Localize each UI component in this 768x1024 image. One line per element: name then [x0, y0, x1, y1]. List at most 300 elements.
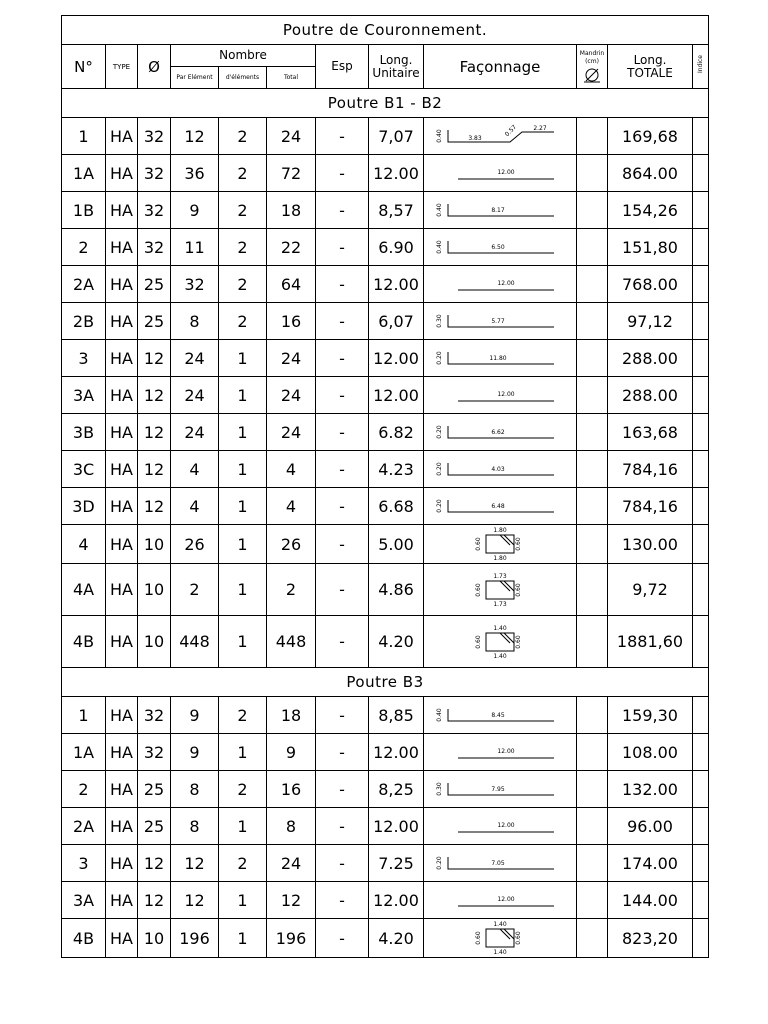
- shape-main-length: 12.00: [497, 748, 515, 755]
- unit-length: 12.00: [369, 882, 424, 919]
- faconnage-hook-shape: [430, 196, 570, 224]
- count-per-element: 9: [171, 697, 219, 734]
- table-row: [62, 414, 709, 451]
- bar-type: HA: [106, 525, 138, 564]
- total-count: 18: [267, 192, 316, 229]
- mandrin-cell: [577, 488, 608, 525]
- total-count: 16: [267, 771, 316, 808]
- mandrin-cell: [577, 155, 608, 192]
- element-count: 2: [219, 303, 267, 340]
- count-per-element: 24: [171, 377, 219, 414]
- mandrin-cell: [577, 303, 608, 340]
- faconnage-cell: [424, 451, 577, 488]
- total-count: 72: [267, 155, 316, 192]
- shape-left-side-length: 0.60: [475, 931, 482, 945]
- element-count: 1: [219, 525, 267, 564]
- faconnage-cell: [424, 525, 577, 564]
- unit-length: 6.82: [369, 414, 424, 451]
- table-row: [62, 303, 709, 340]
- faconnage-stirrup-shape: [430, 571, 570, 609]
- rebar-schedule-table: [61, 15, 709, 958]
- total-count: 64: [267, 266, 316, 303]
- header-long-totale: [608, 45, 693, 89]
- total-length: 163,68: [608, 414, 693, 451]
- element-count: 2: [219, 845, 267, 882]
- spacing: -: [316, 266, 369, 303]
- header-type: TYPE: [106, 45, 138, 89]
- shape-top-length: 1.73: [493, 572, 507, 580]
- spacing: -: [316, 488, 369, 525]
- mandrin-cell: [577, 697, 608, 734]
- total-count: 24: [267, 118, 316, 155]
- total-length: 151,80: [608, 229, 693, 266]
- bar-number: 2B: [62, 303, 106, 340]
- faconnage-cell: [424, 340, 577, 377]
- mandrin-cell: [577, 266, 608, 303]
- bar-diameter: 32: [138, 192, 171, 229]
- shape-top-length: 1.40: [493, 921, 507, 928]
- shape-hook-length: 0.20: [436, 462, 443, 476]
- shape-main-length: 12.00: [497, 169, 515, 176]
- total-length: 823,20: [608, 919, 693, 958]
- spacing: -: [316, 845, 369, 882]
- bar-number: 4A: [62, 564, 106, 616]
- faconnage-straight-shape: [430, 159, 570, 187]
- spacing: -: [316, 340, 369, 377]
- total-length: 288.00: [608, 377, 693, 414]
- indice-cell: [693, 771, 709, 808]
- total-length: 144.00: [608, 882, 693, 919]
- total-count: 196: [267, 919, 316, 958]
- faconnage-cell: [424, 266, 577, 303]
- bar-number: 3: [62, 845, 106, 882]
- table-row: [62, 525, 709, 564]
- shape-diag-length: 0.57: [503, 123, 519, 139]
- faconnage-stirrup-shape: [430, 919, 570, 957]
- header-mandrin-line1: Mandrin: [579, 50, 605, 57]
- indice-cell: [693, 340, 709, 377]
- indice-cell: [693, 734, 709, 771]
- total-count: 448: [267, 616, 316, 668]
- count-per-element: 8: [171, 771, 219, 808]
- unit-length: 8,57: [369, 192, 424, 229]
- total-count: 12: [267, 882, 316, 919]
- bar-number: 3D: [62, 488, 106, 525]
- spacing: -: [316, 118, 369, 155]
- count-per-element: 26: [171, 525, 219, 564]
- schedule-title: Poutre de Couronnement.: [62, 16, 709, 45]
- bar-diameter: 32: [138, 229, 171, 266]
- header-long-totale-line2: TOTALE: [627, 65, 673, 80]
- table-row: [62, 845, 709, 882]
- total-count: 24: [267, 414, 316, 451]
- unit-length: 7,07: [369, 118, 424, 155]
- total-length: 784,16: [608, 451, 693, 488]
- total-count: 16: [267, 303, 316, 340]
- shape-hook-length: 0.40: [436, 708, 443, 722]
- bar-type: HA: [106, 919, 138, 958]
- mandrin-cell: [577, 118, 608, 155]
- bar-type: HA: [106, 808, 138, 845]
- rebar-schedule-sheet: [61, 15, 708, 958]
- mandrin-cell: [577, 525, 608, 564]
- bar-diameter: 12: [138, 451, 171, 488]
- spacing: -: [316, 192, 369, 229]
- mandrin-cell: [577, 882, 608, 919]
- shape-top-length: 1.40: [493, 624, 507, 632]
- shape-right-length: 2.27: [533, 125, 547, 132]
- total-length: 97,12: [608, 303, 693, 340]
- mandrin-cell: [577, 919, 608, 958]
- faconnage-cell: [424, 564, 577, 616]
- header-long-unitaire: [369, 45, 424, 89]
- shape-hook-length: 0.30: [436, 782, 443, 796]
- shape-main-length: 8.17: [491, 207, 505, 214]
- shape-hook-length: 0.20: [436, 499, 443, 513]
- table-row: [62, 771, 709, 808]
- stirrup-outline: [486, 535, 514, 553]
- indice-cell: [693, 155, 709, 192]
- bar-diameter: 12: [138, 845, 171, 882]
- faconnage-straight-shape: [430, 812, 570, 840]
- indice-cell: [693, 919, 709, 958]
- indice-cell: [693, 882, 709, 919]
- table-row: [62, 564, 709, 616]
- shape-right-side-length: 0.60: [515, 931, 522, 945]
- unit-length: 12.00: [369, 266, 424, 303]
- faconnage-hook-shape: [430, 233, 570, 261]
- spacing: -: [316, 229, 369, 266]
- element-count: 1: [219, 414, 267, 451]
- bar-number: 2A: [62, 266, 106, 303]
- total-length: 784,16: [608, 488, 693, 525]
- bar-number: 2: [62, 771, 106, 808]
- total-count: 4: [267, 451, 316, 488]
- element-count: 1: [219, 377, 267, 414]
- diameter-icon: [582, 67, 602, 83]
- mandrin-cell: [577, 377, 608, 414]
- count-per-element: 32: [171, 266, 219, 303]
- spacing: -: [316, 771, 369, 808]
- faconnage-hook-shape: [430, 418, 570, 446]
- header-long-totale-line1: Long.: [633, 52, 667, 67]
- bar-type: HA: [106, 771, 138, 808]
- indice-cell: [693, 377, 709, 414]
- bar-diameter: 12: [138, 488, 171, 525]
- bar-type: HA: [106, 845, 138, 882]
- bar-diameter: 32: [138, 734, 171, 771]
- faconnage-bent-shape: [430, 122, 570, 150]
- bar-diameter: 10: [138, 564, 171, 616]
- table-row: [62, 377, 709, 414]
- indice-cell: [693, 303, 709, 340]
- bar-number: 1B: [62, 192, 106, 229]
- shape-right-side-length: 0.60: [515, 634, 522, 649]
- shape-left-side-length: 0.60: [475, 634, 482, 649]
- faconnage-cell: [424, 616, 577, 668]
- shape-right-side-length: 0.60: [515, 537, 522, 551]
- total-count: 26: [267, 525, 316, 564]
- total-count: 2: [267, 564, 316, 616]
- indice-cell: [693, 451, 709, 488]
- element-count: 1: [219, 616, 267, 668]
- spacing: -: [316, 616, 369, 668]
- bar-type: HA: [106, 697, 138, 734]
- total-length: 864.00: [608, 155, 693, 192]
- element-count: 1: [219, 734, 267, 771]
- count-per-element: 9: [171, 192, 219, 229]
- table-row: [62, 266, 709, 303]
- indice-cell: [693, 564, 709, 616]
- element-count: 1: [219, 919, 267, 958]
- header-nombre: Nombre: [171, 45, 316, 67]
- shape-bottom-length: 1.40: [493, 949, 507, 956]
- faconnage-hook-shape: [430, 701, 570, 729]
- unit-length: 12.00: [369, 734, 424, 771]
- spacing: -: [316, 882, 369, 919]
- spacing: -: [316, 525, 369, 564]
- bar-type: HA: [106, 118, 138, 155]
- indice-cell: [693, 118, 709, 155]
- bar-diameter: 12: [138, 882, 171, 919]
- element-count: 2: [219, 192, 267, 229]
- total-count: 24: [267, 845, 316, 882]
- total-length: 130.00: [608, 525, 693, 564]
- mandrin-cell: [577, 845, 608, 882]
- bar-number: 3A: [62, 882, 106, 919]
- header-faconnage: Façonnage: [424, 45, 577, 89]
- count-per-element: 24: [171, 340, 219, 377]
- count-per-element: 12: [171, 118, 219, 155]
- indice-cell: [693, 266, 709, 303]
- bar-number: 4B: [62, 919, 106, 958]
- header-mandrin-line2: (cm): [585, 58, 599, 65]
- stirrup-outline: [486, 581, 514, 599]
- bar-number: 3: [62, 340, 106, 377]
- count-per-element: 24: [171, 414, 219, 451]
- element-count: 1: [219, 882, 267, 919]
- bar-diameter: 25: [138, 303, 171, 340]
- count-per-element: 8: [171, 808, 219, 845]
- unit-length: 8,85: [369, 697, 424, 734]
- element-count: 1: [219, 340, 267, 377]
- shape-top-length: 1.80: [493, 527, 507, 534]
- faconnage-stirrup-shape: [430, 623, 570, 661]
- count-per-element: 8: [171, 303, 219, 340]
- bar-number: 1: [62, 118, 106, 155]
- faconnage-hook-shape: [430, 849, 570, 877]
- element-count: 1: [219, 488, 267, 525]
- faconnage-hook-shape: [430, 455, 570, 483]
- table-row: [62, 451, 709, 488]
- element-count: 2: [219, 229, 267, 266]
- section-title: Poutre B1 - B2: [62, 89, 709, 118]
- faconnage-cell: [424, 771, 577, 808]
- faconnage-cell: [424, 882, 577, 919]
- indice-cell: [693, 697, 709, 734]
- header-long-unitaire-line1: Long.: [379, 52, 413, 67]
- bar-number: 2A: [62, 808, 106, 845]
- count-per-element: 196: [171, 919, 219, 958]
- spacing: -: [316, 697, 369, 734]
- table-row: [62, 734, 709, 771]
- bar-number: 1A: [62, 155, 106, 192]
- bar-type: HA: [106, 377, 138, 414]
- shape-right-side-length: 0.60: [515, 582, 522, 597]
- count-per-element: 2: [171, 564, 219, 616]
- table-row: [62, 919, 709, 958]
- indice-cell: [693, 616, 709, 668]
- shape-main-length: 6.48: [491, 503, 505, 510]
- faconnage-cell: [424, 808, 577, 845]
- total-length: 288.00: [608, 340, 693, 377]
- mandrin-cell: [577, 734, 608, 771]
- faconnage-cell: [424, 414, 577, 451]
- bar-diameter: 10: [138, 616, 171, 668]
- faconnage-stirrup-shape: [430, 525, 570, 563]
- total-count: 24: [267, 377, 316, 414]
- bar-diameter: 32: [138, 118, 171, 155]
- count-per-element: 36: [171, 155, 219, 192]
- faconnage-hook-shape: [430, 307, 570, 335]
- bar-diameter: 12: [138, 377, 171, 414]
- shape-hook-length: 0.20: [436, 425, 443, 439]
- shape-left-side-length: 0.60: [475, 582, 482, 597]
- bar-type: HA: [106, 155, 138, 192]
- stirrup-outline: [486, 929, 514, 947]
- indice-cell: [693, 414, 709, 451]
- bar-diameter: 25: [138, 808, 171, 845]
- indice-cell: [693, 192, 709, 229]
- total-length: 174.00: [608, 845, 693, 882]
- indice-cell: [693, 845, 709, 882]
- table-row: [62, 229, 709, 266]
- indice-cell: [693, 229, 709, 266]
- spacing: -: [316, 734, 369, 771]
- bar-number: 1A: [62, 734, 106, 771]
- faconnage-hook-shape: [430, 775, 570, 803]
- header-diameter: Ø: [138, 45, 171, 89]
- faconnage-cell: [424, 155, 577, 192]
- element-count: 2: [219, 697, 267, 734]
- faconnage-cell: [424, 118, 577, 155]
- unit-length: 12.00: [369, 377, 424, 414]
- mandrin-cell: [577, 229, 608, 266]
- bar-type: HA: [106, 266, 138, 303]
- total-length: 9,72: [608, 564, 693, 616]
- stirrup-outline: [486, 633, 514, 651]
- bar-type: HA: [106, 340, 138, 377]
- bar-diameter: 25: [138, 266, 171, 303]
- element-count: 1: [219, 564, 267, 616]
- header-row-1: [62, 45, 709, 67]
- element-count: 2: [219, 118, 267, 155]
- bar-diameter: 10: [138, 525, 171, 564]
- bar-diameter: 10: [138, 919, 171, 958]
- bar-number: 3B: [62, 414, 106, 451]
- table-row: [62, 340, 709, 377]
- table-row: [62, 882, 709, 919]
- shape-main-length: 5.77: [491, 318, 505, 325]
- shape-hook-length: 0.20: [436, 351, 443, 365]
- total-length: 169,68: [608, 118, 693, 155]
- bar-number: 4: [62, 525, 106, 564]
- table-row: [62, 808, 709, 845]
- spacing: -: [316, 303, 369, 340]
- faconnage-straight-shape: [430, 886, 570, 914]
- table-row: [62, 118, 709, 155]
- faconnage-cell: [424, 192, 577, 229]
- unit-length: 4.86: [369, 564, 424, 616]
- count-per-element: 9: [171, 734, 219, 771]
- total-length: 154,26: [608, 192, 693, 229]
- count-per-element: 12: [171, 845, 219, 882]
- shape-main-length: 12.00: [497, 391, 515, 398]
- shape-hook-length: 0.40: [436, 129, 443, 143]
- total-length: 1881,60: [608, 616, 693, 668]
- total-length: 159,30: [608, 697, 693, 734]
- unit-length: 4.20: [369, 616, 424, 668]
- shape-hook-length: 0.30: [436, 314, 443, 328]
- table-row: [62, 488, 709, 525]
- shape-bottom-length: 1.73: [493, 600, 507, 608]
- spacing: -: [316, 377, 369, 414]
- bar-type: HA: [106, 882, 138, 919]
- bar-diameter: 32: [138, 155, 171, 192]
- total-count: 4: [267, 488, 316, 525]
- unit-length: 4.20: [369, 919, 424, 958]
- mandrin-cell: [577, 414, 608, 451]
- faconnage-cell: [424, 697, 577, 734]
- shape-main-length: 6.62: [491, 429, 505, 436]
- faconnage-cell: [424, 303, 577, 340]
- total-count: 8: [267, 808, 316, 845]
- faconnage-hook-shape: [430, 344, 570, 372]
- count-per-element: 12: [171, 882, 219, 919]
- mandrin-cell: [577, 616, 608, 668]
- header-num: N°: [62, 45, 106, 89]
- spacing: -: [316, 155, 369, 192]
- spacing: -: [316, 808, 369, 845]
- unit-length: 7.25: [369, 845, 424, 882]
- mandrin-cell: [577, 808, 608, 845]
- count-per-element: 11: [171, 229, 219, 266]
- mandrin-cell: [577, 771, 608, 808]
- header-elements: d'éléments: [219, 67, 267, 89]
- bar-type: HA: [106, 192, 138, 229]
- bar-diameter: 12: [138, 414, 171, 451]
- spacing: -: [316, 919, 369, 958]
- total-count: 24: [267, 340, 316, 377]
- table-row: [62, 192, 709, 229]
- bar-diameter: 12: [138, 340, 171, 377]
- unit-length: 12.00: [369, 340, 424, 377]
- shape-main-length: 8.45: [491, 712, 505, 719]
- total-length: 96.00: [608, 808, 693, 845]
- total-count: 9: [267, 734, 316, 771]
- faconnage-cell: [424, 845, 577, 882]
- shape-main-length: 4.03: [491, 466, 505, 473]
- title-row: [62, 16, 709, 45]
- element-count: 1: [219, 808, 267, 845]
- bar-type: HA: [106, 414, 138, 451]
- spacing: -: [316, 564, 369, 616]
- mandrin-cell: [577, 340, 608, 377]
- shape-left-side-length: 0.60: [475, 537, 482, 551]
- header-long-unitaire-line2: Unitaire: [372, 65, 420, 80]
- unit-length: 4.23: [369, 451, 424, 488]
- mandrin-cell: [577, 192, 608, 229]
